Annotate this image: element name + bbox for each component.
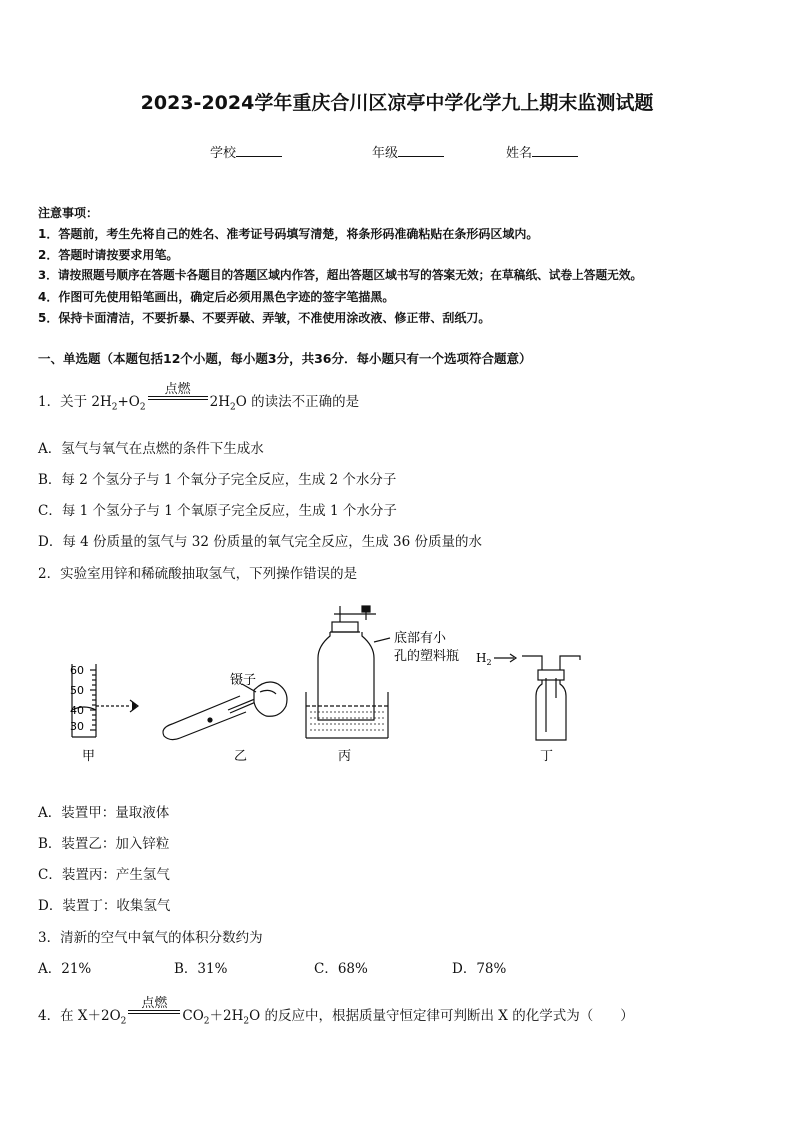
name-field: 姓名 [506,142,578,161]
apparatus-figure [60,592,600,772]
reaction-arrow: 点燃 [128,1004,180,1022]
question-2-stem: 2．实验室用锌和稀硫酸抽取氢气，下列操作错误的是 [38,566,358,582]
option-b[interactable]: B．装置乙：加入锌粒 [38,836,170,852]
reaction-arrow: 点燃 [148,390,208,408]
option-d[interactable]: D．装置丁：收集氢气 [38,898,171,914]
tick-label: 40 [70,704,84,717]
bottle-label: 孔的塑料瓶 [394,649,460,664]
option-a[interactable]: A．装置甲：量取液体 [38,805,170,821]
tick-label: 60 [70,664,84,677]
tick-label: 30 [70,720,84,733]
notice-item: 4．作图可先使用铅笔画出，确定后必须用黑色字迹的签字笔描黑。 [38,290,395,304]
figure-caption: 丙 [338,749,352,764]
option-d[interactable]: D．78% [452,961,507,977]
notice-item: 1．答题前，考生先将自己的姓名、准考证号码填写清楚，将条形码准确粘贴在条形码区域内。 [38,227,539,241]
question-1-stem: 1．关于 $2H_2+O_2$ 点燃 $2H_2O$ 的读法不正确的是 [38,382,360,413]
figure-caption: 乙 [234,749,248,764]
option-b[interactable]: B．31% [174,961,228,977]
page-title: 2023-2024学年重庆合川区凉亭中学化学九上期末监测试题 [140,92,654,114]
question-3-stem: 3．清新的空气中氧气的体积分数约为 [38,930,263,946]
notice-item: 3．请按照题号顺序在答题卡各题目的答题区域内作答，超出答题区域书写的答案无效；在草稿纸、试卷上答题无效。 [38,268,643,282]
collection-bottle [494,654,580,740]
notice-item: 5．保持卡面清洁，不要折暴、不要弄破、弄皱，不准使用涂改液、修正带、刮纸刀。 [38,311,491,325]
option-c[interactable]: C．68% [314,961,368,977]
tick-label: 50 [70,684,84,697]
option-d[interactable]: D．每 4 份质量的氢气与 32 份质量的氧气完全反应，生成 36 份质量的水 [38,534,483,550]
figure-caption: 丁 [540,749,554,764]
section-heading: 一、单选题（本题包括12个小题，每小题3分，共36分．每小题只有一个选项符合题意） [38,351,532,366]
option-c[interactable]: C．每 1 个氢分子与 1 个氧原子完全反应，生成 1 个水分子 [38,503,397,519]
h2-label: $H_2$ [476,651,492,667]
option-c[interactable]: C．装置丙：产生氢气 [38,867,170,883]
figure-caption: 甲 [82,749,96,764]
gas-generator [306,606,390,738]
option-a[interactable]: A．21% [38,961,92,977]
question-4-stem: 4．在 $X+2O_2$ 点燃 $CO_2+2H_2O$ 的反应中，根据质量守恒定律可判断出 X 的化学式为（ ） [38,996,634,1027]
option-b[interactable]: B．每 2 个氢分子与 1 个氧分子完全反应，生成 2 个水分子 [38,472,397,488]
test-tube-with-tweezers [163,682,287,740]
notice-item: 2．答题时请按要求用笔。 [38,248,179,262]
notice-heading: 注意事项： [38,206,99,220]
bottle-label: 底部有小 [394,631,447,646]
option-a[interactable]: A．氢气与氧气在点燃的条件下生成水 [38,441,264,457]
school-field: 学校 [210,142,282,161]
grade-field: 年级 [372,142,444,161]
tweezers-label: 镊子 [230,673,257,688]
